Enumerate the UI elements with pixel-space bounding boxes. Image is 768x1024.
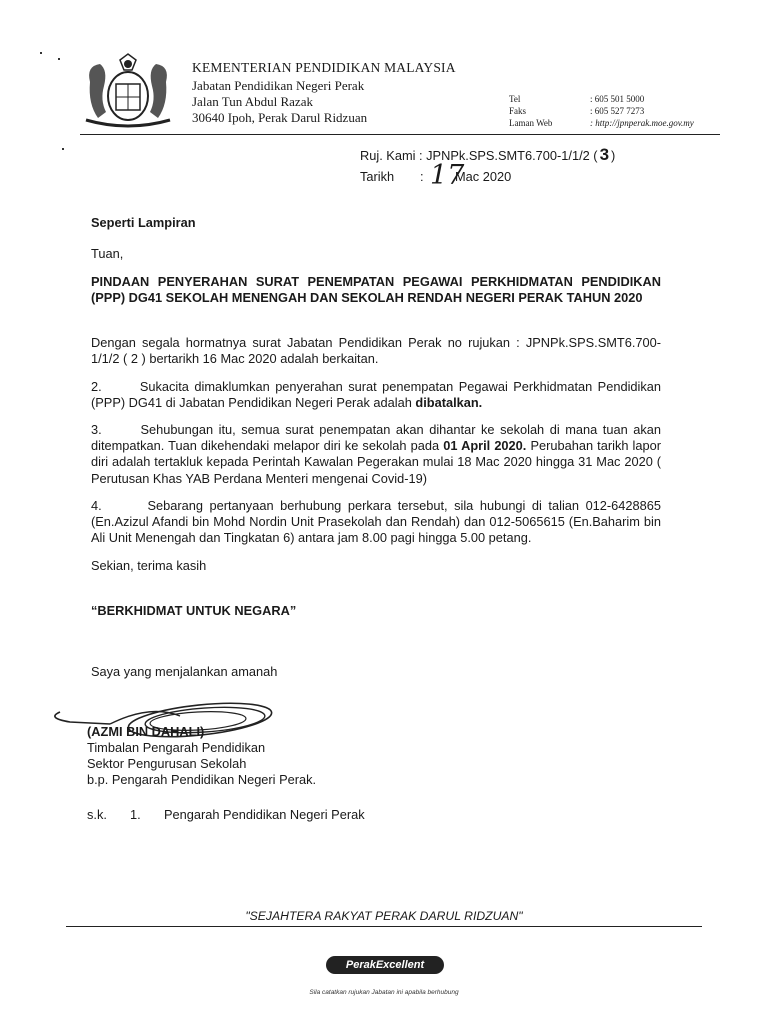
perak-excellent-logo: PerakExcellent (326, 956, 444, 974)
paragraph-3-text-b: Perubahan tarikh lapor diri adalah tertakluk kepada Perintah Kawalan Pegerakan mulai 18 Mac 2020 hingga 31 Mac 2020 ( Perutusan Khas YAB Perdana Menteri mengenai Covid-19) (91, 438, 662, 486)
cc-recipient: Pengarah Pendidikan Negeri Perak (164, 807, 365, 822)
footer-slogan: "SEJAHTERA RAKYAT PERAK DARUL RIDZUAN" (245, 909, 523, 923)
web-value: : http://jpnperak.moe.gov.my (590, 118, 694, 128)
paragraph-1: Dengan segala hormatnya surat Jabatan Pendidikan Perak no rujukan : JPNPk.SPS.SMT6.700-1/1/2 ( 2 ) bertarikh 16 Mac 2020 adalah berkaitan. (91, 335, 661, 367)
paragraph-4 (91, 498, 661, 547)
signatory-title-1: Timbalan Pengarah Pendidikan (87, 740, 266, 755)
scan-speck (40, 52, 42, 54)
paragraph-4-number: 4. (91, 498, 102, 513)
fax-label: Faks (509, 106, 527, 116)
paragraph-3 (91, 422, 661, 487)
paragraph-3-emphasis: 01 April 2020. (443, 438, 527, 454)
ministry-name: KEMENTERIAN PENDIDIKAN MALAYSIA (192, 60, 456, 75)
date-colon: : (420, 169, 424, 184)
tel-label: Tel (509, 94, 521, 104)
reference-value: JPNPk.SPS.SMT6.700-1/1/2 ( (426, 148, 598, 163)
signatory-title-3: b.p. Pengarah Pendidikan Negeri Perak. (87, 772, 317, 787)
paragraph-2-number: 2. (91, 379, 102, 394)
tel-value: : 605 501 5000 (590, 94, 645, 104)
paragraph-2 (91, 379, 661, 411)
date-label: Tarikh (360, 169, 395, 184)
paragraph-3-text-a: Sehubungan itu, semua surat penempatan akan dihantar ke sekolah di mana tuan akan ditempatkan. Tuan dikehendaki melapor diri ke sekolah pada (91, 422, 661, 454)
reference-close: ) (611, 148, 616, 163)
service-motto: “BERKHIDMAT UNTUK NEGARA” (91, 603, 297, 618)
cc-number: 1. (130, 807, 141, 822)
reference-number: 3 (599, 145, 610, 164)
cc-label: s.k. (87, 807, 107, 822)
closing-line: Sekian, terima kasih (91, 558, 207, 573)
signatory-title-2: Sektor Pengurusan Sekolah (87, 756, 247, 771)
paragraph-4-text: Sebarang pertanyaan berhubung perkara tersebut, sila hubungi di talian 012-6428865 (En.Azizul Afandi bin Mohd Nordin Unit Prasekolah dan Rendah) dan 012-5065615 (En.Baharim bin Ali Unit Menengah dan Tingkatan 6) antara jam 8.00 pagi hingga 5.00 petang. (91, 498, 661, 546)
address-street: Jalan Tun Abdul Razak (192, 94, 313, 109)
trust-line: Saya yang menjalankan amanah (91, 664, 278, 679)
subject-heading: PINDAAN PENYERAHAN SURAT PENEMPATAN PEGAWAI PERKHIDMATAN PENDIDIKAN (PPP) DG41 SEKOLAH MENENGAH DAN SEKOLAH RENDAH NEGERI PERAK TAHUN 2020 (91, 274, 661, 306)
footer-note: Sila catatkan rujukan Jabatan ini apabila berhubung (309, 989, 459, 996)
salutation: Tuan, (91, 246, 124, 261)
signatory-name: (AZMI BIN DAHALI) (87, 724, 205, 739)
paragraph-3-number: 3. (91, 422, 102, 437)
addressee-block: Seperti Lampiran (91, 215, 196, 230)
paragraph-2-text: Sukacita dimaklumkan penyerahan surat penempatan Pegawai Perkhidmatan Pendidikan (PPP) DG41 di Jabatan Pendidikan Negeri Perak adalah (91, 379, 661, 411)
reference-line (360, 147, 615, 164)
coat-of-arms-logo (80, 52, 176, 130)
letterhead-divider (80, 134, 720, 135)
date-day-handwritten: 17 (430, 160, 465, 191)
scan-speck (58, 58, 60, 60)
fax-value: : 605 527 7273 (590, 106, 645, 116)
address-city: 30640 Ipoh, Perak Darul Ridzuan (192, 110, 368, 125)
date-month-year: Mac 2020 (455, 169, 512, 184)
department-name: Jabatan Pendidikan Negeri Perak (192, 78, 365, 93)
footer-divider (66, 926, 702, 927)
scan-speck (62, 148, 64, 150)
web-label: Laman Web (509, 118, 553, 128)
reference-label: Ruj. Kami : (360, 148, 423, 163)
paragraph-2-emphasis: dibatalkan. (415, 395, 483, 411)
